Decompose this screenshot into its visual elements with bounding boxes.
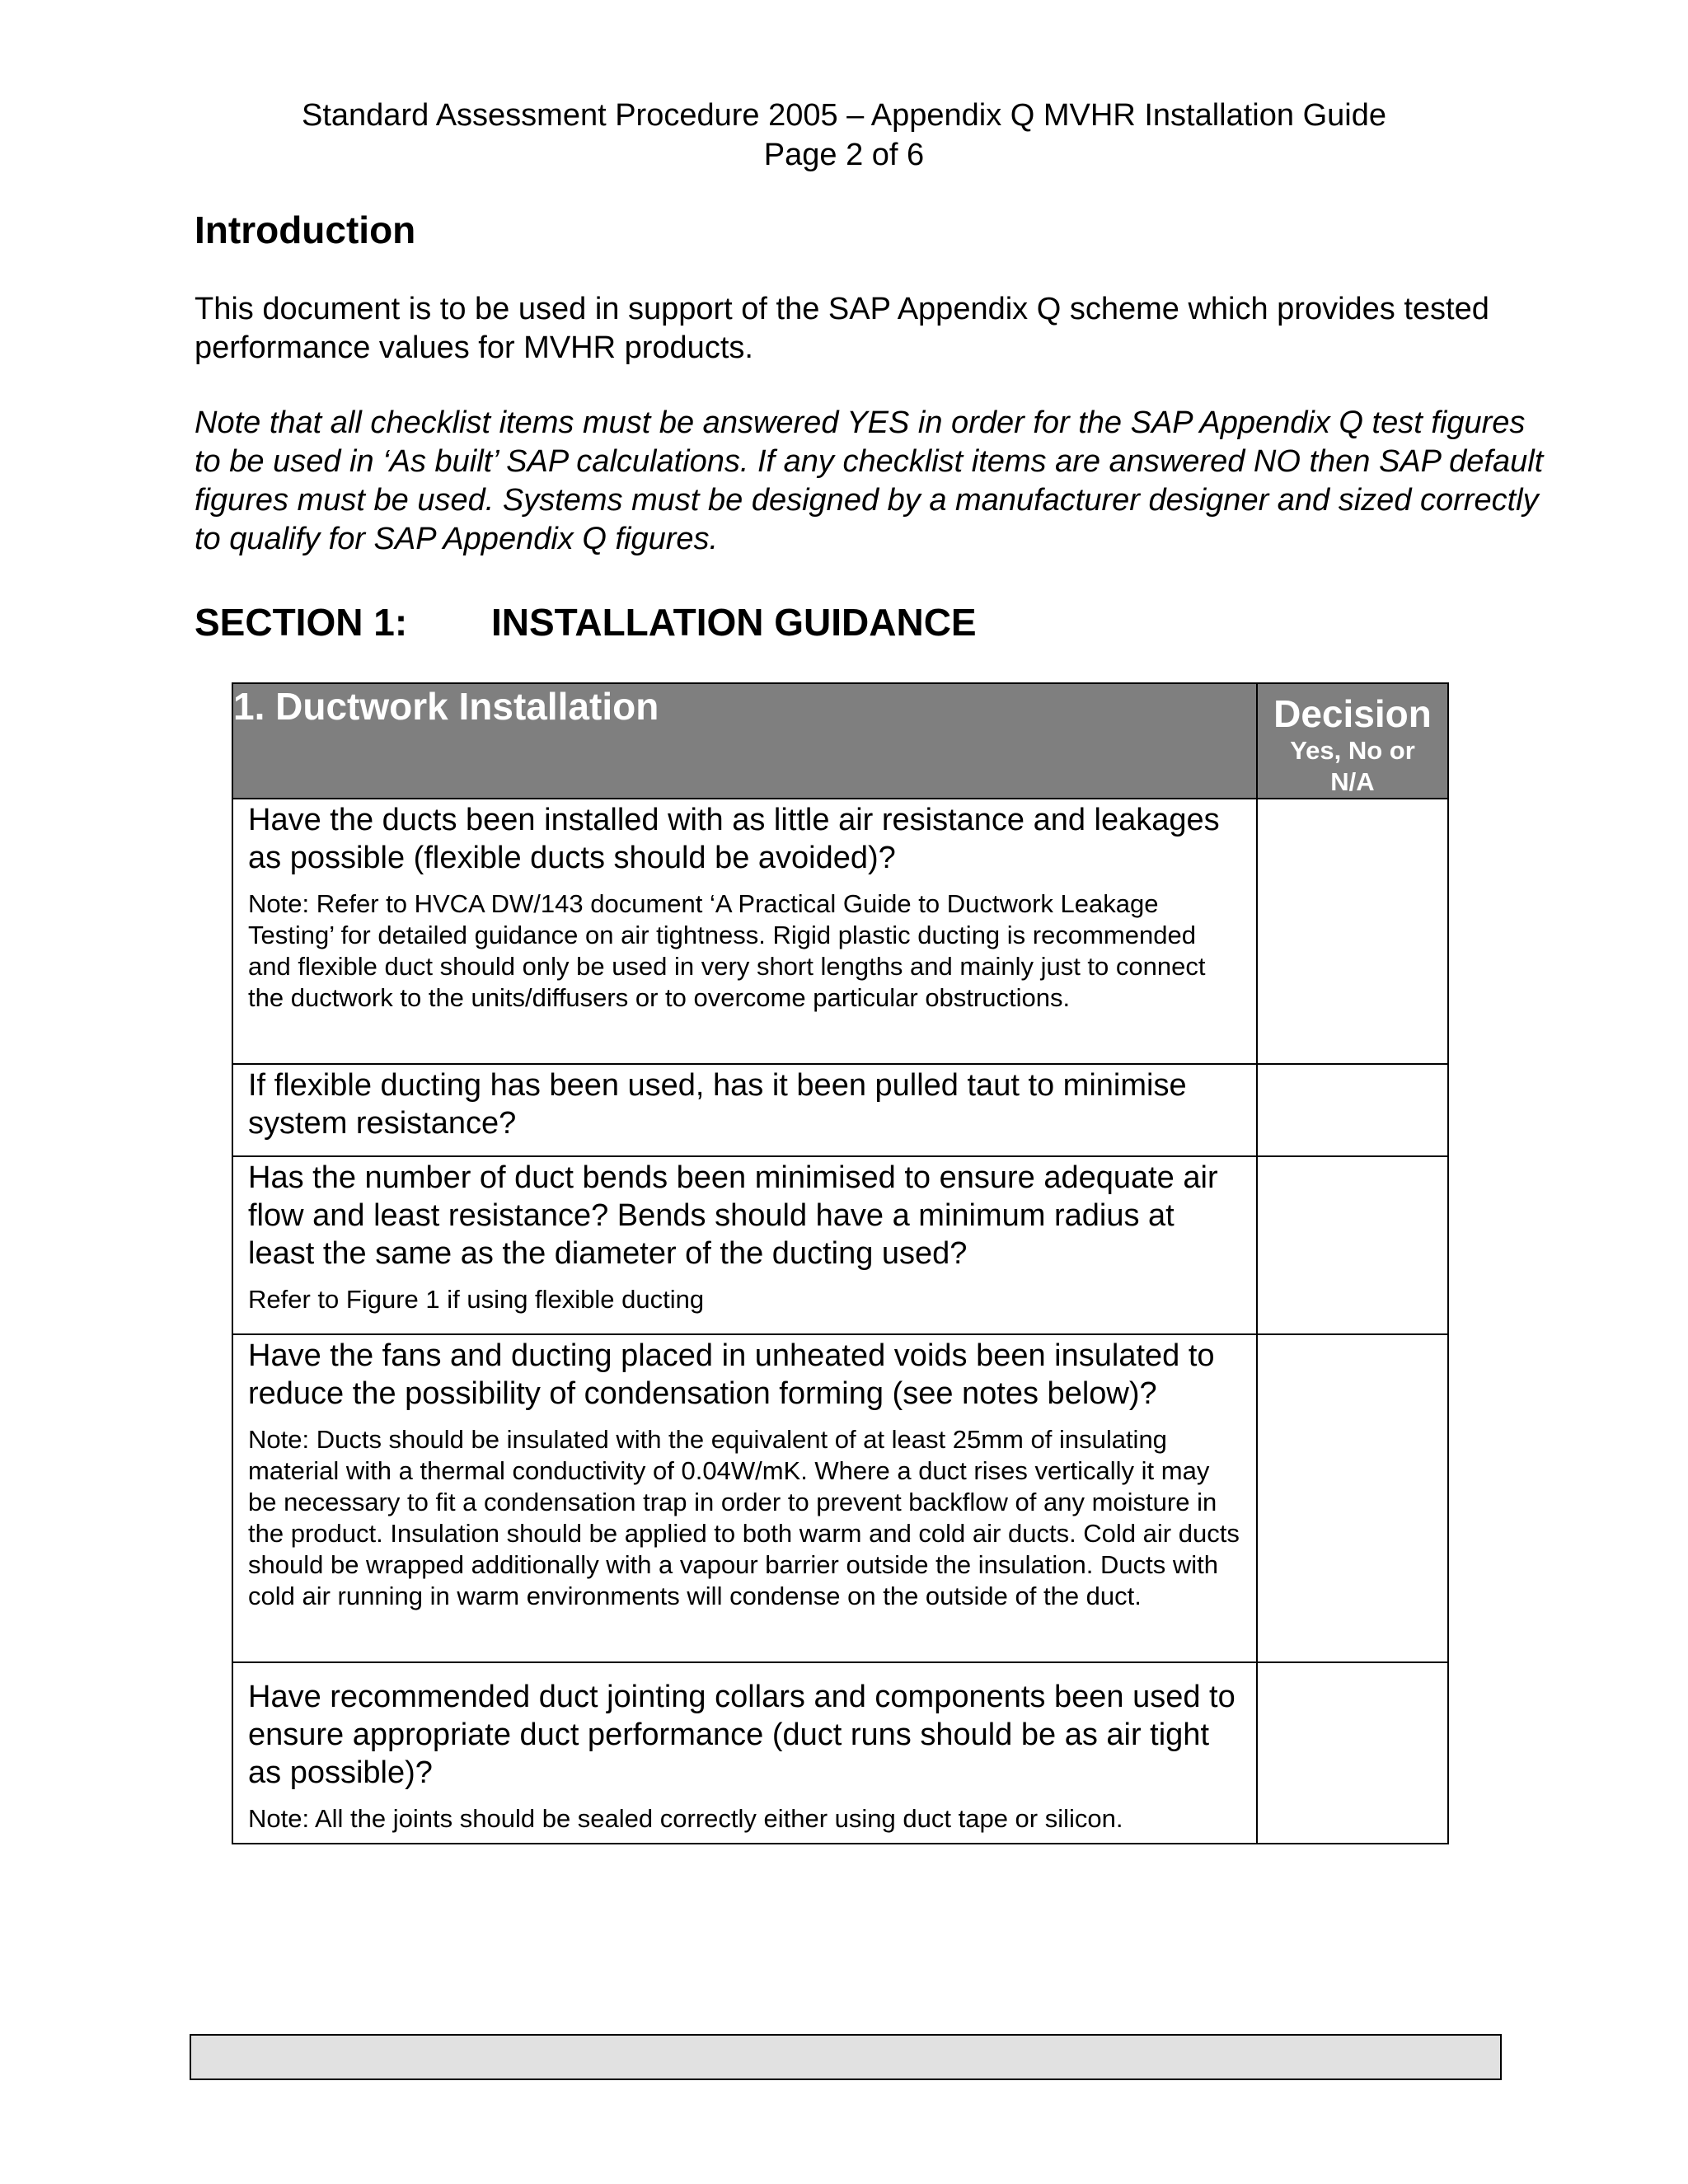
question-cell — [232, 1334, 1257, 1662]
decision-input-cell[interactable] — [1257, 1334, 1448, 1662]
question-text: Have the ducts been installed with as little air resistance and leakages as possible (flexible ducts should be avoided)? — [248, 803, 1220, 875]
decision-header — [1257, 683, 1448, 799]
table-row — [232, 799, 1448, 1064]
question-cell — [232, 1064, 1257, 1156]
decision-input-cell[interactable] — [1257, 1064, 1448, 1156]
table-row — [232, 1156, 1448, 1334]
table-title: 1. Ductwork Installation — [232, 683, 1257, 799]
introduction-note: Note that all checklist items must be answered YES in order for the SAP Appendix Q test figures to be used in ‘As built’ SAP calculations. If any checklist items are answered NO then SAP default figures must be used. Systems must be designed by a manufacturer designer and sized correctly to qualify for SAP Appendix Q figures. — [195, 405, 1544, 556]
section-number: SECTION 1: — [195, 601, 408, 644]
question-note: Note: Ducts should be insulated with the equivalent of at least 25mm of insulating material with a thermal conductivity of 0.04W/mK. Where a duct rises vertically it may be necessary to fit a condensation trap in order to prevent backflow of any moisture in the product. Insulation should be applied to both warm and cold air ducts. Cold air ducts should be wrapped additionally with a vapour barrier outside the insulation. Ducts with cold air running in warm environments will condense on the outside of the duct. — [248, 1425, 1240, 1610]
section-title: INSTALLATION GUIDANCE — [491, 601, 977, 644]
ductwork-checklist-table — [232, 682, 1449, 1844]
question-note: Note: All the joints should be sealed correctly either using duct tape or silicon. — [248, 1804, 1123, 1833]
question-text: Have the fans and ducting placed in unheated voids been insulated to reduce the possibility of condensation forming (see notes below)? — [248, 1338, 1215, 1411]
table-header-row — [232, 683, 1448, 799]
question-cell — [232, 1662, 1257, 1844]
decision-input-cell[interactable] — [1257, 1662, 1448, 1844]
decision-label: Decision — [1273, 692, 1432, 735]
question-text: Have recommended duct jointing collars and components been used to ensure appropriate duct performance (duct runs should be as air tight as possible)? — [248, 1680, 1236, 1790]
footer-bar — [190, 2034, 1502, 2080]
question-text: Has the number of duct bends been minimised to ensure adequate air flow and least resistance? Bends should have a minimum radius at least the same as the diameter of the ducting used? — [248, 1160, 1218, 1271]
page-number: Page 2 of 6 — [763, 138, 925, 172]
page-header — [0, 96, 1688, 175]
question-note: Refer to Figure 1 if using flexible ducting — [248, 1285, 705, 1314]
introduction-paragraph: This document is to be used in support of the SAP Appendix Q scheme which provides tested performance values for MVHR products. — [195, 292, 1489, 365]
decision-input-cell[interactable] — [1257, 1156, 1448, 1334]
table-row — [232, 1662, 1448, 1844]
section-heading — [195, 600, 977, 644]
question-cell — [232, 799, 1257, 1064]
question-note: Note: Refer to HVCA DW/143 document ‘A Practical Guide to Ductwork Leakage Testing’ for detailed guidance on air tightness. Rigid plastic ducting is recommended and flexible duct should only be used in very short lengths and mainly just to connect the ductwork to the units/diffusers or to overcome particular obstructions. — [248, 889, 1206, 1012]
decision-sublabel: Yes, No or N/A — [1290, 736, 1415, 796]
decision-input-cell[interactable] — [1257, 799, 1448, 1064]
question-text: If flexible ducting has been used, has it been pulled taut to minimise system resistance? — [248, 1068, 1187, 1141]
question-cell — [232, 1156, 1257, 1334]
document-title: Standard Assessment Procedure 2005 – Appendix Q MVHR Installation Guide — [302, 98, 1386, 133]
table-row — [232, 1334, 1448, 1662]
table-row — [232, 1064, 1448, 1156]
introduction-heading: Introduction — [195, 209, 416, 251]
